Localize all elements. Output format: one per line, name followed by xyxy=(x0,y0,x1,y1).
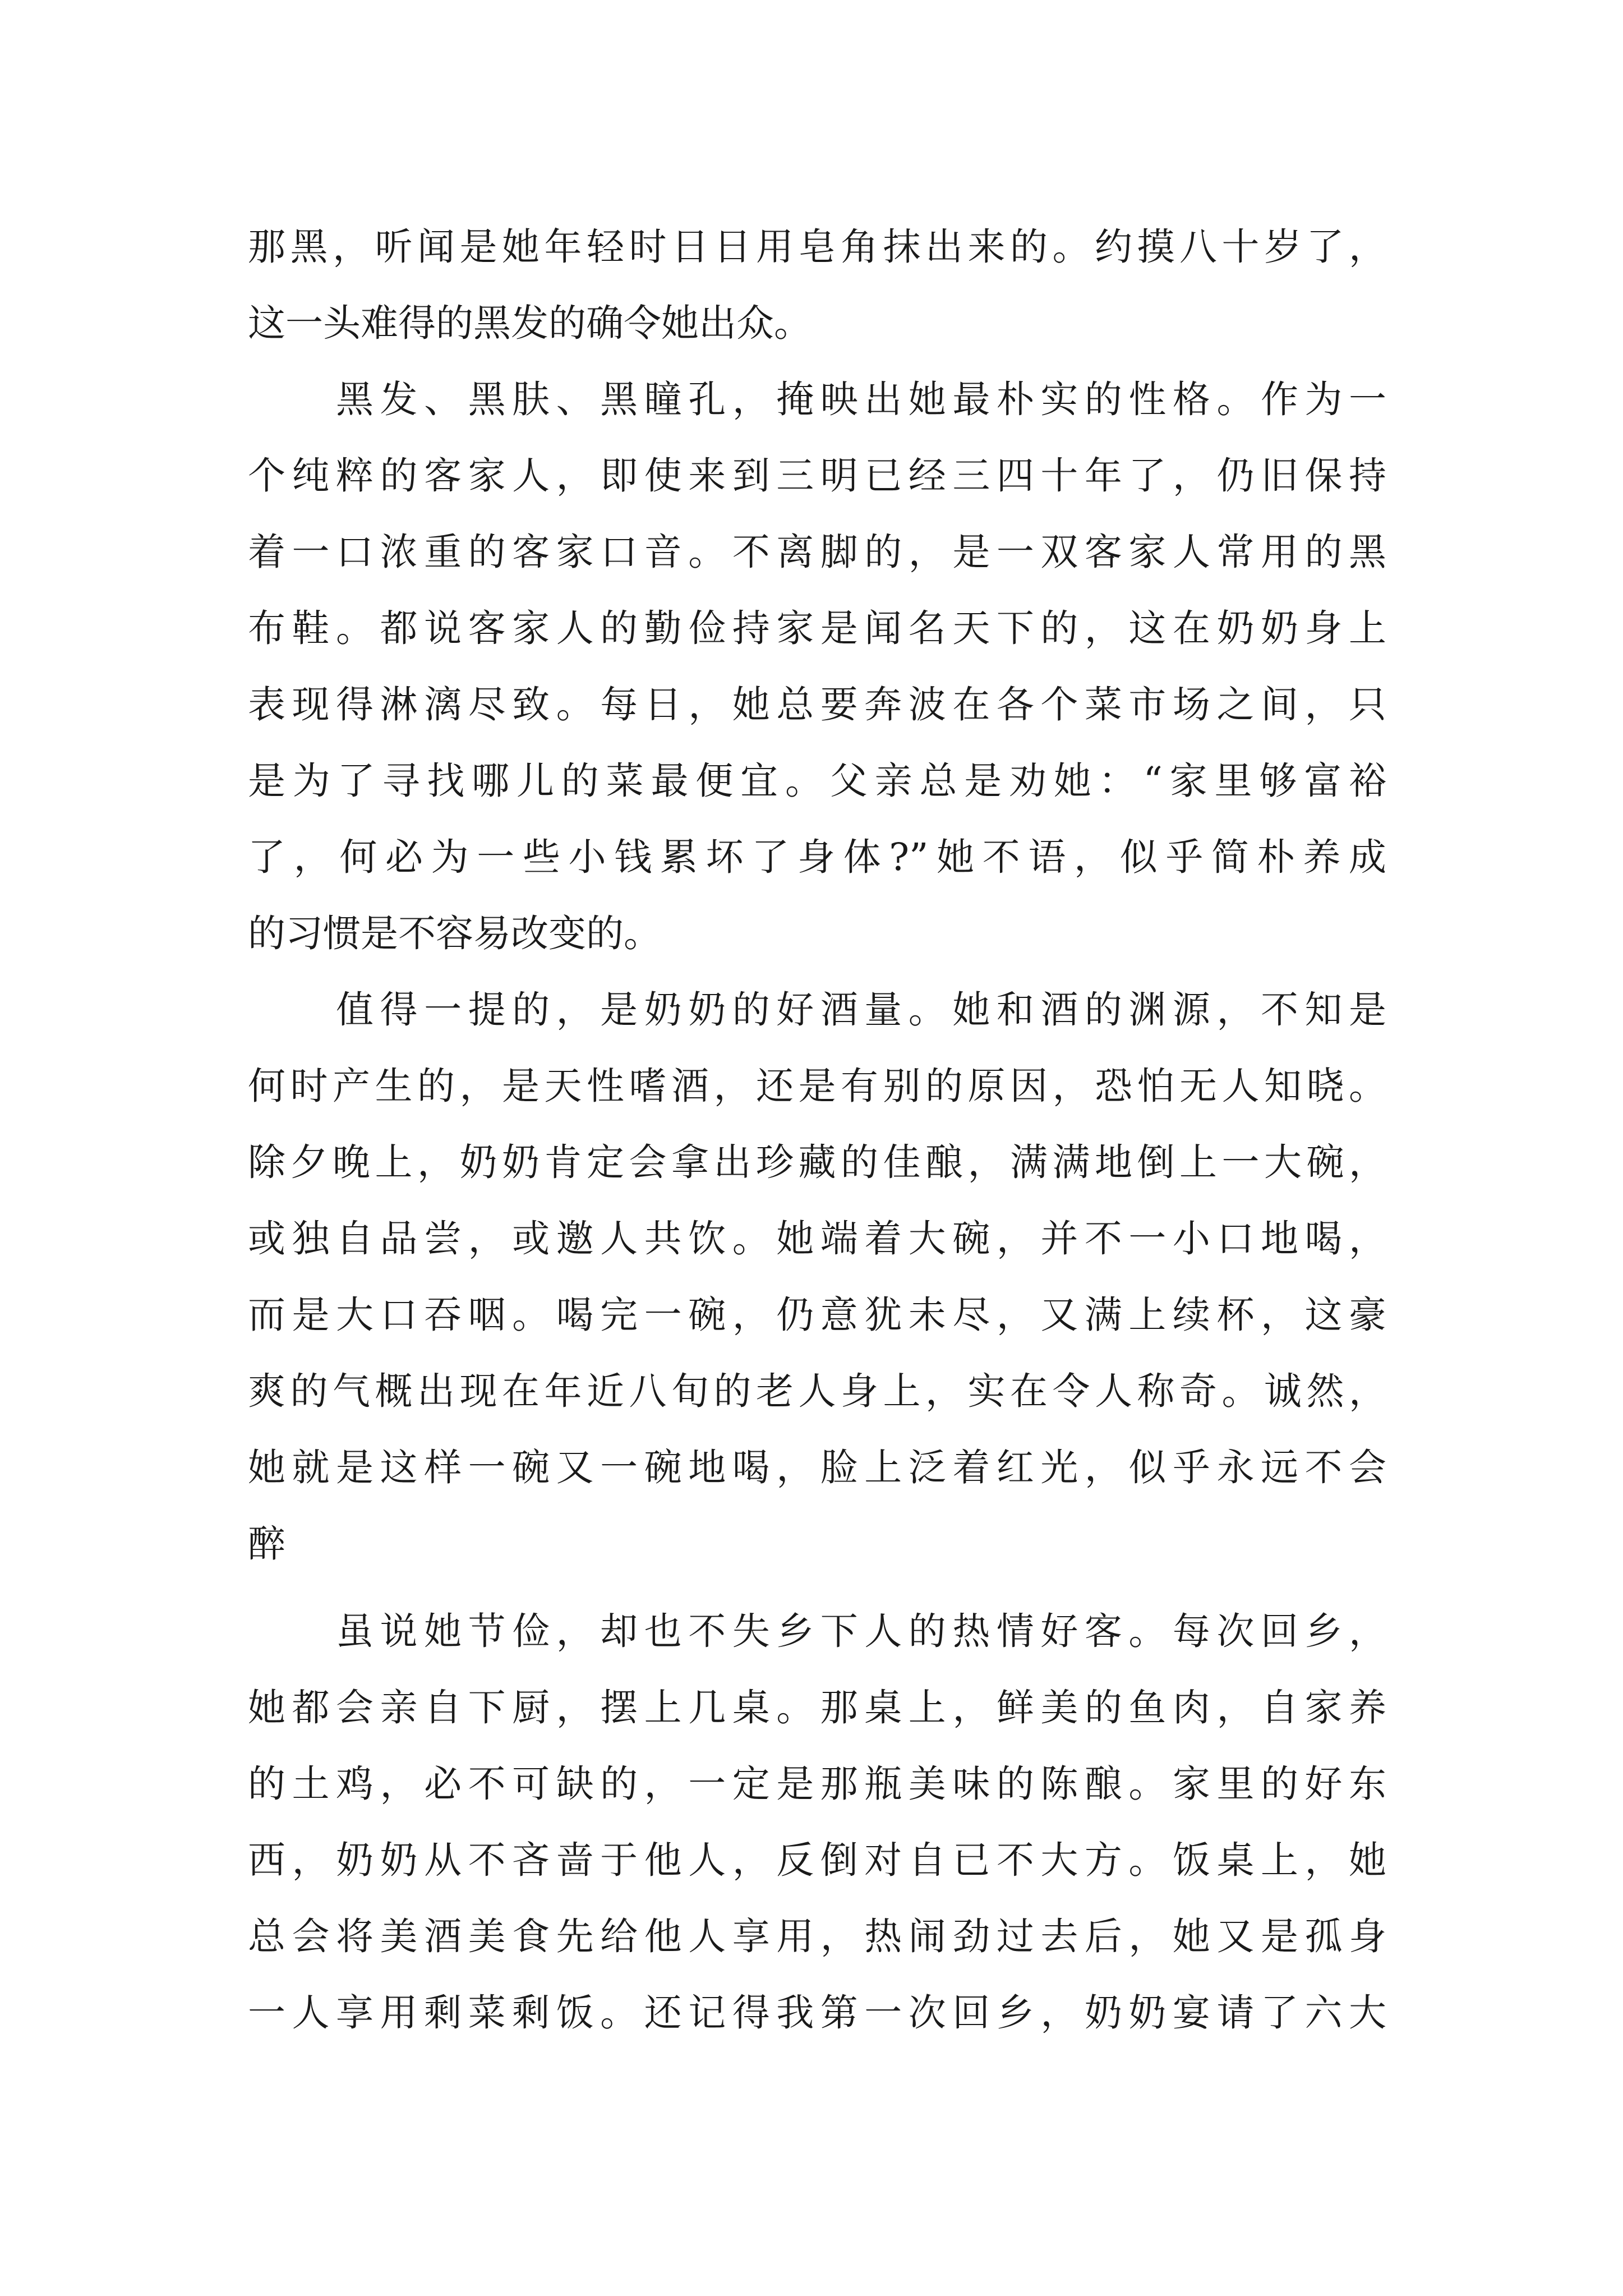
text-line: 虽说她节俭，却也不失乡下人的热情好客。每次回乡， xyxy=(248,1609,1386,1653)
text-line: 她都会亲自下厨，摆上几桌。那桌上，鲜美的鱼肉，自家养 xyxy=(248,1686,1386,1729)
text-line: 这一头难得的黑发的确令她出众。 xyxy=(248,301,811,345)
text-line: 而是大口吞咽。喝完一碗，仍意犹未尽，又满上续杯，这豪 xyxy=(248,1293,1386,1337)
body-text xyxy=(248,209,1386,2051)
text-line: 或独自品尝，或邀人共饮。她端着大碗，并不一小口地喝， xyxy=(248,1217,1386,1260)
paragraph xyxy=(248,209,1386,361)
text-line: 了，何必为一些小钱累坏了身体?”她不语，似乎简朴养成 xyxy=(248,835,1386,879)
text-line: 一人享用剩菜剩饭。还记得我第一次回乡，奶奶宴请了六大 xyxy=(248,1991,1386,2035)
text-line: 黑发、黑肤、黑瞳孔，掩映出她最朴实的性格。作为一 xyxy=(248,378,1386,421)
text-line: 布鞋。都说客家人的勤俭持家是闻名天下的，这在奶奶身上 xyxy=(248,606,1386,650)
text-line: 值得一提的，是奶奶的好酒量。她和酒的渊源，不知是 xyxy=(248,988,1386,1032)
text-line: 醉 xyxy=(248,1522,285,1566)
text-line: 的习惯是不容易改变的。 xyxy=(248,912,661,955)
text-line: 何时产生的，是天性嗜酒，还是有别的原因，恐怕无人知晓。 xyxy=(248,1064,1386,1108)
text-line: 西，奶奶从不吝啬于他人，反倒对自已不大方。饭桌上，她 xyxy=(248,1838,1386,1882)
paragraph-gap xyxy=(248,1582,1386,1593)
paragraph xyxy=(248,1593,1386,2051)
text-line: 除夕晚上，奶奶肯定会拿出珍藏的佳酿，满满地倒上一大碗， xyxy=(248,1140,1386,1184)
text-line: 是为了寻找哪儿的菜最便宜。父亲总是劝她：“家里够富裕 xyxy=(248,759,1386,803)
text-line: 个纯粹的客家人，即使来到三明已经三四十年了，仍旧保持 xyxy=(248,454,1386,498)
text-line: 表现得淋漓尽致。每日，她总要奔波在各个菜市场之间，只 xyxy=(248,683,1386,726)
paragraph xyxy=(248,361,1386,972)
text-line: 爽的气概出现在年近八旬的老人身上，实在令人称奇。诚然， xyxy=(248,1369,1386,1413)
text-line: 总会将美酒美食先给他人享用，热闹劲过去后，她又是孤身 xyxy=(248,1915,1386,1958)
text-line: 的土鸡，必不可缺的，一定是那瓶美味的陈酿。家里的好东 xyxy=(248,1762,1386,1806)
text-line: 那黑，听闻是她年轻时日日用皂角抹出来的。约摸八十岁了， xyxy=(248,225,1386,269)
text-line: 着一口浓重的客家口音。不离脚的，是一双客家人常用的黑 xyxy=(248,530,1386,574)
text-line: 她就是这样一碗又一碗地喝，脸上泛着红光，似乎永远不会 xyxy=(248,1446,1386,1489)
paragraph xyxy=(248,972,1386,1582)
